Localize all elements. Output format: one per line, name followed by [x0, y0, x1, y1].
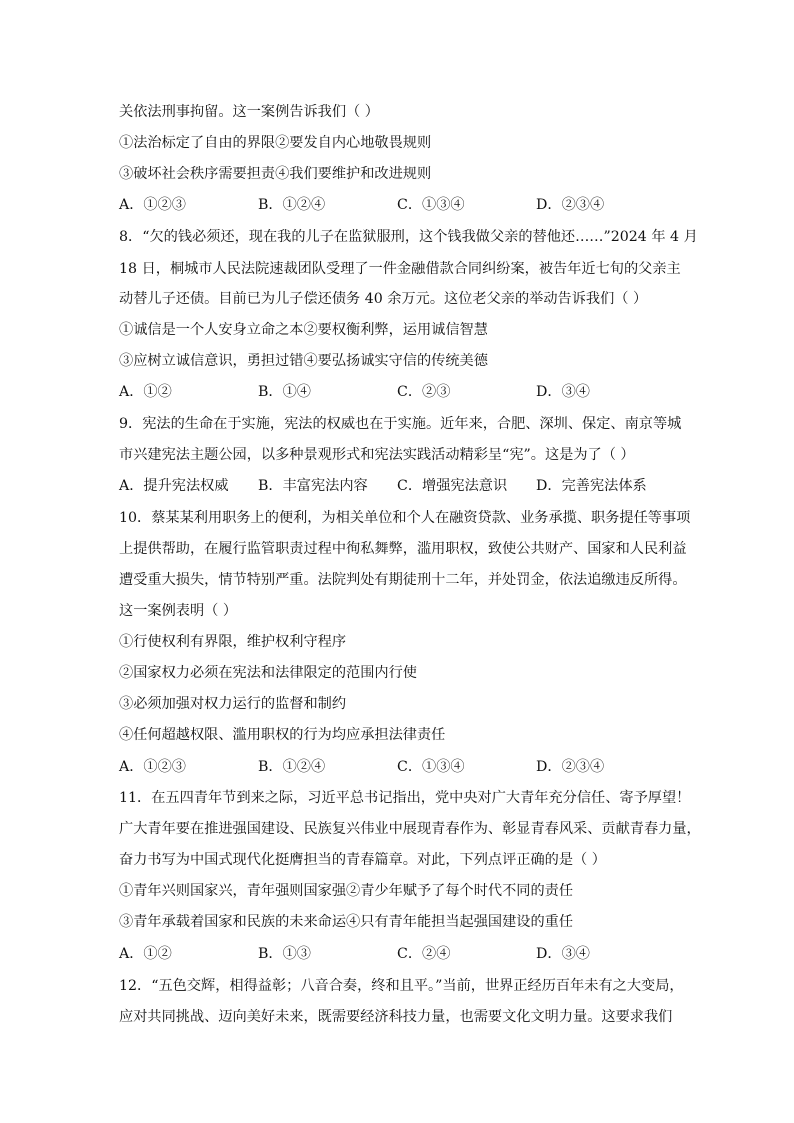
question-11-statement-3-4: ③青年承载着国家和民族的未来命运④只有青年能担当起强国建设的重任: [119, 914, 574, 930]
choice-b: B．①②④: [258, 197, 326, 213]
choice-d: D．②③④: [536, 759, 605, 775]
question-9-stem-line-1: 9．宪法的生命在于实施，宪法的权威也在于实施。近年来，合肥、深圳、保定、南京等城: [119, 416, 682, 432]
question-11-statement-1-2: ①青年兴则国家兴，青年强则国家强②青少年赋予了每个时代不同的责任: [119, 883, 574, 899]
choice-a: A．①②③: [119, 759, 186, 775]
question-11-stem-line-1: 11．在五四青年节到来之际，习近平总书记指出，党中央对广大青年充分信任、寄予厚望！: [119, 790, 691, 806]
question-7-stem-end: 关依法刑事拘留。这一案例告诉我们（ ）: [119, 104, 379, 120]
question-11-choices: [119, 944, 699, 964]
question-9-choices: [119, 476, 699, 496]
question-10-choices: [119, 757, 699, 777]
choice-b: B．①③: [258, 946, 311, 962]
question-7-choices: [119, 195, 699, 215]
question-10-statement-4: ④任何超越权限、滥用职权的行为均应承担法律责任: [119, 727, 446, 743]
choice-c: C．②④: [397, 946, 451, 962]
question-10-statement-2: ②国家权力必须在宪法和法律限定的范围内行使: [119, 665, 417, 681]
choice-a: A．提升宪法权威: [119, 478, 229, 494]
question-7-statement-1-2: ①法治标定了自由的界限②要发自内心地敬畏规则: [119, 135, 432, 151]
question-8-choices: [119, 382, 699, 402]
choice-a: A．①②③: [119, 197, 186, 213]
question-8-statement-3-4: ③应树立诚信意识，勇担过错④要弘扬诚实守信的传统美德: [119, 353, 488, 369]
question-11-stem-line-3: 奋力书写为中国式现代化挺膺担当的青春篇章。对此，下列点评正确的是（ ）: [119, 852, 606, 868]
choice-c: C．①③④: [397, 759, 465, 775]
question-7-statement-3-4: ③破坏社会秩序需要担责④我们要维护和改进规则: [119, 166, 432, 182]
question-8-stem-line-2: 18 日，桐城市人民法院速裁团队受理了一件金融借款合同纠纷案，被告年近七旬的父亲主: [119, 261, 681, 277]
question-10-stem-line-2: 上提供帮助，在履行监管职责过程中徇私舞弊，滥用职权，致使公共财产、国家和人民利益: [119, 541, 687, 557]
choice-c: C．增强宪法意识: [397, 478, 508, 494]
choice-b: B．①④: [258, 384, 311, 400]
choice-b: B．丰富宪法内容: [258, 478, 368, 494]
question-10-statement-3: ③必须加强对权力运行的监督和制约: [119, 696, 347, 712]
question-11-stem-line-2: 广大青年要在推进强国建设、民族复兴伟业中展现青春作为、彰显青春风采、贡献青春力量，: [119, 821, 701, 837]
question-8-stem-line-1: 8．“欠的钱必须还，现在我的儿子在监狱服刑，这个钱我做父亲的替他还……”2024 年 4 月: [119, 229, 698, 245]
question-10-statement-1: ①行使权利有界限，维护权利守程序: [119, 634, 347, 650]
choice-d: D．②③④: [536, 197, 605, 213]
question-10-stem-line-1: 10．蔡某某利用职务上的便利，为相关单位和个人在融资贷款、业务承揽、职务提任等事项: [119, 510, 691, 526]
question-9-stem-line-2: 市兴建宪法主题公园，以多种景观形式和宪法实践活动精彩呈“宪”。这是为了（ ）: [119, 447, 635, 463]
choice-b: B．①②④: [258, 759, 326, 775]
choice-d: D．③④: [536, 384, 590, 400]
choice-a: A．①②: [119, 384, 172, 400]
choice-a: A．①②: [119, 946, 172, 962]
question-12-stem-line-1: 12．“五色交辉，相得益彰；八音合奏，终和且平。”当前，世界正经历百年未有之大变局，: [119, 978, 684, 994]
choice-c: C．①③④: [397, 197, 465, 213]
choice-d: D．③④: [536, 946, 590, 962]
choice-d: D．完善宪法体系: [536, 478, 647, 494]
choice-c: C．②③: [397, 384, 451, 400]
question-8-statement-1-2: ①诚信是一个人安身立命之本②要权衡利弊，运用诚信智慧: [119, 322, 488, 338]
question-8-stem-line-3: 动替儿子还债。目前已为儿子偿还债务 40 余万元。这位老父亲的举动告诉我们（ ）: [119, 291, 648, 307]
question-12-stem-line-2: 应对共同挑战、迈向美好未来，既需要经济科技力量，也需要文化文明力量。这要求我们: [119, 1009, 673, 1025]
question-10-stem-line-3: 遭受重大损失，情节特别严重。法院判处有期徒刑十二年，并处罚金，依法追缴违反所得。: [119, 572, 687, 588]
question-10-stem-line-4: 这一案例表明（ ）: [119, 603, 238, 619]
